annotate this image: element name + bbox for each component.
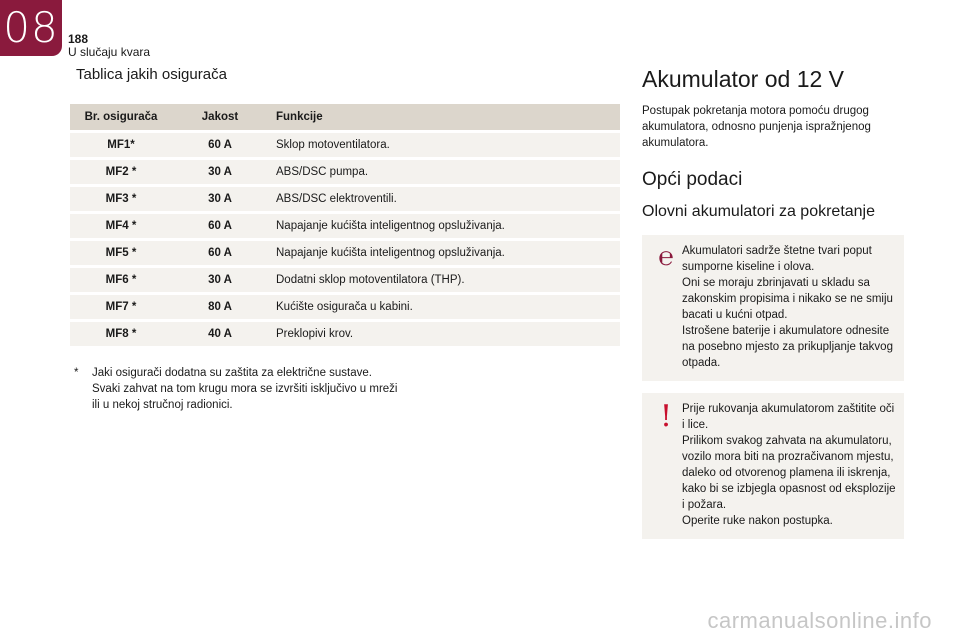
eco-note-line: Istrošene baterije i akumulatore odnesite na posebno mjesto za prikupljanje takvog otpada. [682,325,893,369]
table-row [70,268,620,292]
recycle-e-icon: ℮ [658,242,674,272]
fuse-amperage: 30 A [172,160,268,184]
warning-note-box [642,393,904,539]
table-row [70,295,620,319]
fuse-function: ABS/DSC elektroventili. [268,187,620,211]
fuse-id: MF8 * [70,322,172,346]
fuse-amperage: 60 A [172,214,268,238]
fuse-function: Napajanje kućišta inteligentnog opsluživanja. [268,241,620,265]
exclamation-icon: ! [659,399,673,434]
fuse-function: Sklop motoventilatora. [268,133,620,157]
fuse-table-header-row [70,104,620,130]
fuse-table-title: Tablica jakih osigurača [76,66,227,83]
fuse-amperage: 60 A [172,241,268,265]
fuse-amperage: 30 A [172,268,268,292]
fuse-id: MF7 * [70,295,172,319]
footnote-text: Jaki osigurači dodatna su zaštita za električne sustave. Svaki zahvat na tom krugu mora se izvršiti isključivo u mreži ili u nekoj stručnoj radionici. [92,367,398,411]
eco-note-line: Oni se moraju zbrinjavati u skladu sa zakonskim propisima i nikako se ne smiju bacati u kućni otpad. [682,277,893,321]
fuse-id: MF4 * [70,214,172,238]
lead-batteries-heading: Olovni akumulatori za pokretanje [642,203,876,220]
warning-note-line: Prije rukovanja akumulatorom zaštitite oči i lice. [682,403,895,431]
battery-section [642,62,904,539]
fuse-function: Preklopivi krov. [268,322,620,346]
battery-title: Akumulator od 12 V [642,66,845,92]
fuse-function: Napajanje kućišta inteligentnog opsluživanja. [268,214,620,238]
fuse-function: ABS/DSC pumpa. [268,160,620,184]
fuse-amperage: 40 A [172,322,268,346]
chapter-number: 08 [3,3,59,52]
column-header-fuse-no: Br. osigurača [70,104,172,130]
fuse-id: MF5 * [70,241,172,265]
fuse-amperage: 60 A [172,133,268,157]
page-number: 188 [68,32,89,46]
fuse-id: MF1* [70,133,172,157]
fuse-table [70,101,620,349]
battery-intro: Postupak pokretanja motora pomoću drugog akumulatora, odnosno punjenja ispražnjenog akumulatora. [642,105,871,149]
eco-note-box [642,235,904,381]
general-info-heading: Opći podaci [642,169,743,190]
fuse-footnote [70,365,400,413]
eco-note-line: Akumulatori sadrže štetne tvari poput sumporne kiseline i olova. [682,245,872,273]
fuse-id: MF6 * [70,268,172,292]
fuse-function: Kućište osigurača u kabini. [268,295,620,319]
fuse-amperage: 80 A [172,295,268,319]
chapter-tab [0,0,62,56]
column-header-functions: Funkcije [268,104,620,130]
column-header-amperage: Jakost [172,104,268,130]
warning-note-line: Prilikom svakog zahvata na akumulatoru, vozilo mora biti na prozračivanom mjestu, daleko od otvorenog plamena ili iskrenja, kako bi se izbjegla opasnost od eksplozije i požara. [682,435,896,511]
fuse-section [70,62,620,413]
watermark: carmanualsonline.info [707,608,932,633]
footnote-asterisk: * [74,367,79,379]
page-section-title: U slučaju kvara [68,45,151,59]
fuse-amperage: 30 A [172,187,268,211]
table-row [70,214,620,238]
fuse-id: MF2 * [70,160,172,184]
table-row [70,133,620,157]
table-row [70,241,620,265]
table-row [70,322,620,346]
fuse-function: Dodatni sklop motoventilatora (THP). [268,268,620,292]
table-row [70,160,620,184]
fuse-id: MF3 * [70,187,172,211]
table-row [70,187,620,211]
warning-note-line: Operite ruke nakon postupka. [682,515,833,527]
